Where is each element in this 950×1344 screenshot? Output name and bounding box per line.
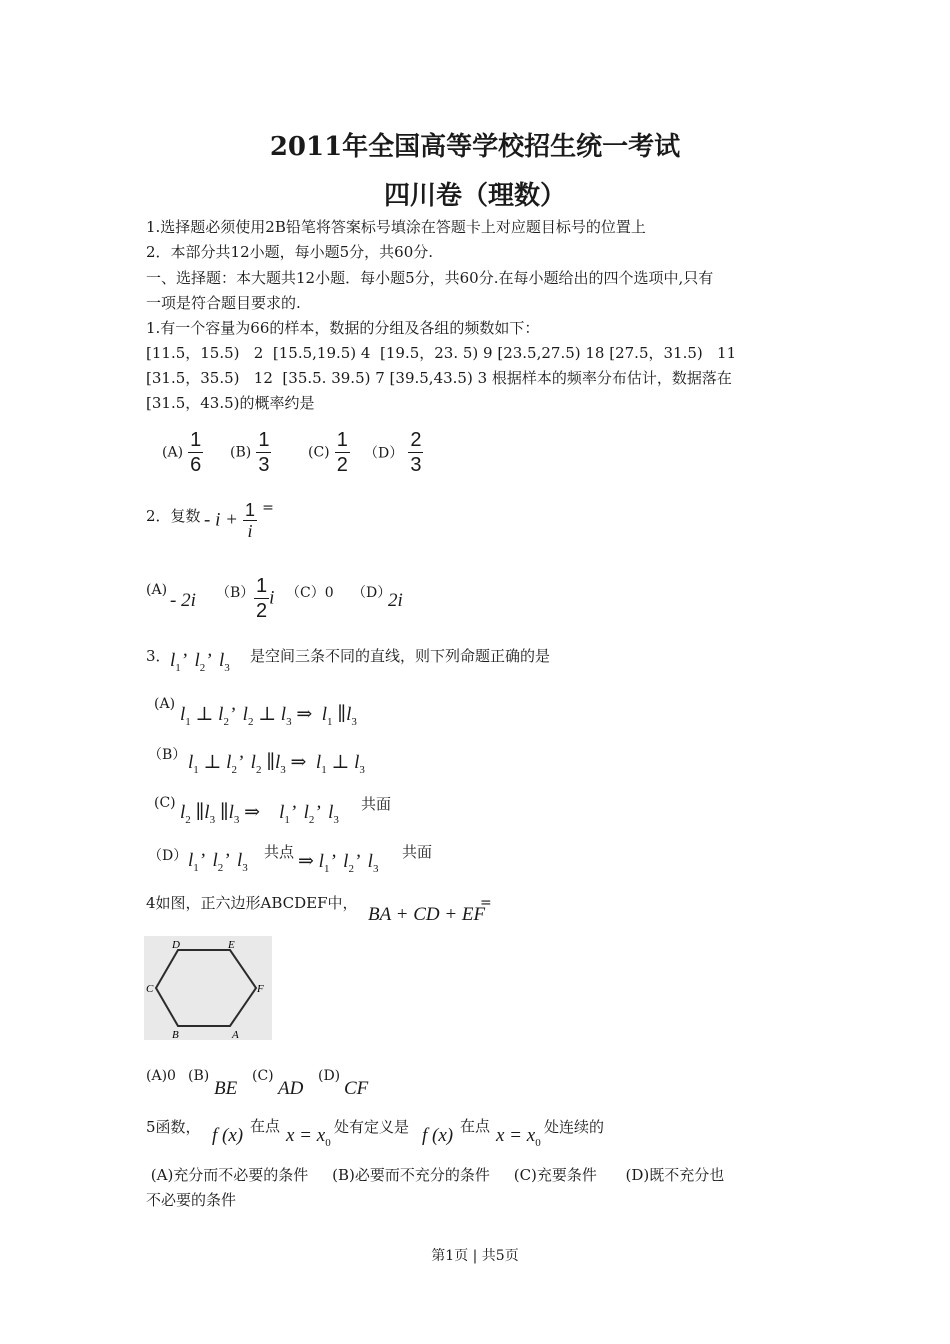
- vertex-label: F: [257, 983, 264, 995]
- q1-data-line3: [31.5，43.5)的概率约是: [146, 394, 315, 412]
- subscript: 0: [325, 1137, 331, 1149]
- fraction: [243, 500, 257, 541]
- denominator: 6: [190, 454, 202, 476]
- q2-option-b-label: （B）: [216, 585, 255, 601]
- hexagon-figure: [144, 936, 272, 1040]
- q4-option-b-label: (B): [188, 1068, 210, 1084]
- subscript: 0: [535, 1137, 541, 1149]
- q2-option-a-value: - 2i: [170, 590, 196, 611]
- q5-stem: 5函数，: [146, 1118, 201, 1136]
- q5-defined: 处有定义是: [334, 1118, 410, 1136]
- q2-option-a-label: (A): [146, 582, 168, 598]
- q3-option-c-label: (C): [154, 795, 176, 811]
- q1-data-line1: [11.5，15.5) 2 [15.5,19.5) 4 [19.5，23. 5) 9 [23.5,27.5) 18 [27.5，31.5) 11: [146, 344, 737, 362]
- point-expr: x = x: [496, 1125, 536, 1146]
- option-label: (C): [308, 444, 330, 461]
- vertex-label: A: [232, 1029, 239, 1040]
- q1-option-c: [308, 428, 350, 477]
- instruction-1: 1.选择题必须使用2B铅笔将答案标号填涂在答题卡上对应题目标号的位置上: [146, 218, 646, 236]
- point-expr: x = x: [286, 1125, 326, 1146]
- q2-option-c: （C）0: [286, 585, 334, 601]
- q4-option-b-value: BE: [214, 1078, 238, 1099]
- vertex-label: B: [172, 1029, 179, 1040]
- q5-function-1: f (x): [212, 1125, 244, 1146]
- numerator: 1: [258, 429, 270, 451]
- q3-option-d-tail: 共面: [402, 843, 433, 861]
- section-heading-line2: 一项是符合题目要求的.: [146, 294, 301, 312]
- q5-at-point-2: 在点: [460, 1117, 491, 1135]
- option-label: （D）: [364, 445, 404, 462]
- q5-at-point-1: 在点: [250, 1117, 281, 1135]
- q2-option-d-value: 2i: [388, 590, 403, 611]
- q4-option-a: (A)0: [146, 1068, 176, 1084]
- numerator: 1: [336, 429, 348, 451]
- fraction: [408, 428, 423, 477]
- denominator: 2: [336, 454, 348, 476]
- q3-option-c-formula: $l_2$ $\parallel l_3$ $\parallel l_3$ ⇒ $l_1$’ $l_2$’ $l_3$: [180, 802, 339, 826]
- imaginary-unit: i: [269, 587, 275, 609]
- q3-option-a-label: (A): [154, 696, 176, 712]
- q5-continuous: 处连续的: [544, 1118, 605, 1136]
- instruction-2: 2．本部分共12小题，每小题5分，共60分.: [146, 243, 434, 261]
- q5-point-1: [286, 1125, 331, 1149]
- denominator: 3: [258, 454, 270, 476]
- vertex-label: C: [146, 983, 154, 995]
- q2-stem: 2．复数: [146, 507, 201, 525]
- q3-option-b-formula: $l_1$ ⊥ $l_2$’ $l_2$ $\parallel l_3$ ⇒ $l_1$ ⊥ $l_3$: [188, 752, 365, 776]
- q2-option-d-label: （D）: [352, 585, 392, 601]
- denominator: 3: [410, 454, 422, 476]
- exam-title: 2011年全国高等学校招生统一考试: [269, 132, 681, 162]
- hexagon-diagram: [144, 936, 272, 1040]
- q4-option-c-label: (C): [252, 1068, 274, 1084]
- page-footer: 第1页 | 共5页: [431, 1248, 519, 1264]
- vertex-label: E: [228, 939, 235, 951]
- q5-options-line1: (A)充分而不必要的条件 (B)必要而不充分的条件 (C)充要条件 (D)既不充分也: [146, 1166, 725, 1184]
- q4-option-d-value: CF: [344, 1078, 369, 1099]
- denominator: 2: [256, 600, 268, 622]
- denominator: i: [247, 521, 253, 541]
- q5-function-2: f (x): [422, 1125, 454, 1146]
- q5-options-line2: 不必要的条件: [146, 1191, 237, 1209]
- expr-prefix: - i +: [204, 509, 238, 531]
- numerator: 1: [256, 575, 268, 597]
- option-label: (B): [230, 444, 252, 461]
- q4-expression: BA + CD + EF: [368, 904, 486, 925]
- q3-option-c-tail: 共面: [361, 795, 392, 813]
- fraction: [254, 574, 269, 623]
- q2-expression: [204, 500, 274, 541]
- numerator: 1: [245, 500, 256, 520]
- q4-equals: =: [480, 895, 492, 911]
- q3-option-d-label: （D）: [148, 848, 188, 864]
- q3-option-d-formula-1: $l_1$’ $l_2$’ $l_3$: [188, 850, 248, 874]
- fraction: [335, 428, 350, 477]
- vertex-label: D: [172, 939, 180, 951]
- q3-option-a-formula: $l_1$ ⊥ $l_2$’ $l_2$ ⊥ $l_3$ ⇒ $l_1$ $\parallel l_3$: [180, 704, 357, 728]
- q1-option-d: [364, 428, 423, 477]
- fraction: [256, 428, 271, 477]
- q4-option-c-value: AD: [278, 1078, 304, 1099]
- q3-number: 3．: [146, 647, 171, 665]
- q1-data-line2: [31.5，35.5) 12 [35.5. 39.5) 7 [39.5,43.5) 3 根据样本的频率分布估计，数据落在: [146, 369, 732, 387]
- q1-option-b: [230, 428, 271, 477]
- q3-option-d-mid: 共点: [264, 843, 295, 861]
- numerator: 2: [410, 429, 422, 451]
- q2-option-b-value: [254, 574, 274, 623]
- section-heading-line1: 一、选择题：本大题共12小题．每小题5分，共60分.在每小题给出的四个选项中,只有: [146, 269, 714, 287]
- q3-lines: $l_1$’ $l_2$’ $l_3$: [170, 650, 230, 674]
- equals-sign: =: [262, 500, 274, 516]
- hexagon-outline: [156, 950, 256, 1026]
- q4-stem: 4如图，正六边形ABCDEF中，: [146, 894, 358, 912]
- q5-point-2: [496, 1125, 541, 1149]
- fraction: [188, 428, 203, 477]
- exam-subtitle: 四川卷（理数）: [383, 181, 566, 211]
- q3-option-d-formula-2: ⇒ $l_1$’ $l_2$’ $l_3$: [298, 851, 379, 875]
- numerator: 1: [190, 429, 202, 451]
- q3-stem: 是空间三条不同的直线，则下列命题正确的是: [250, 647, 551, 665]
- q1-option-a: [162, 428, 203, 477]
- q3-option-b-label: （B）: [148, 747, 187, 763]
- q4-option-d-label: (D): [318, 1068, 341, 1084]
- option-label: (A): [162, 444, 184, 461]
- q1-stem: 1.有一个容量为66的样本，数据的分组及各组的频数如下：: [146, 319, 540, 337]
